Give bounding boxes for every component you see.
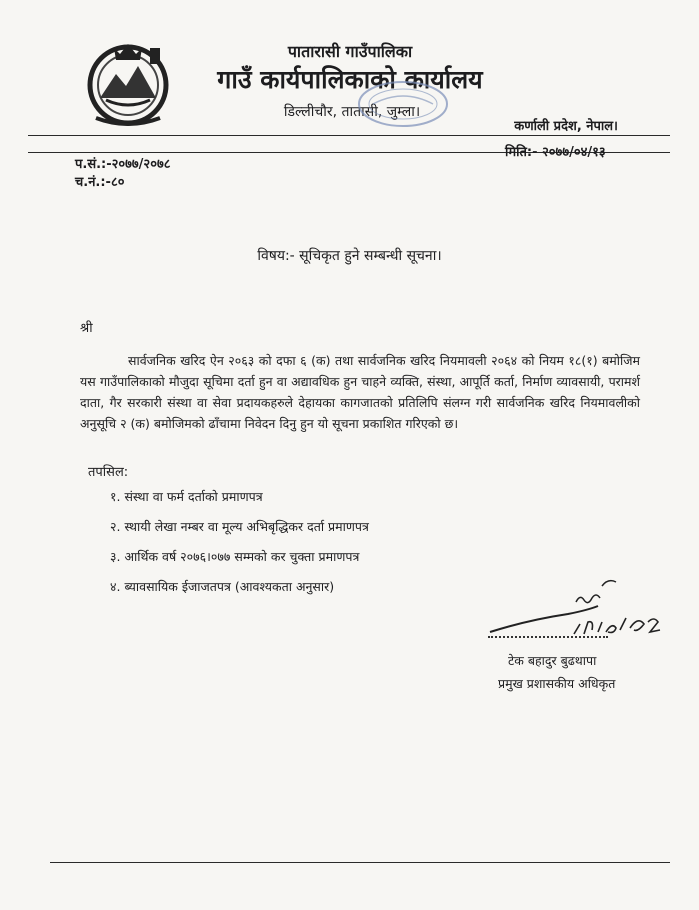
handwritten-signature-icon [488,576,668,640]
signatory-designation: प्रमुख प्रशासकीय अधिकृत [498,676,616,691]
province-line: कर्णाली प्रदेश, नेपाल। [514,119,618,134]
office-address: डिल्लीचौर, तातासी, जुम्ला। [283,104,421,120]
dispatch-number: च.नं.:-८० [75,175,125,190]
nepal-emblem-icon [80,40,176,126]
office-stamp-icon [355,78,451,130]
list-item: १. संस्था वा फर्म दर्ताको प्रमाणपत्र [110,489,263,504]
details-list [110,488,369,608]
letter-number: प.सं.:-२०७७/२०७८ [75,157,171,172]
municipality-name: पातारासी गाउँपालिका [287,42,413,61]
list-item: ३. आर्थिक वर्ष २०७६।०७७ सम्मको कर चुक्ता प्रमाणपत्र [110,549,360,564]
office-title: गाउँ कार्यपालिकाको कार्यालय [217,65,483,94]
body-paragraph: सार्वजनिक खरिद ऐन २०६३ को दफा ६ (क) तथा सार्वजनिक खरिद नियमावली २०६४ को नियम १८(१) बमोजिम यस गाउँपालिकाको मौजुदा सूचिमा दर्ता हुन वा अद्यावधिक हुन चाहने व्यक्ति, संस्था, आपूर्ति कर्ता, निर्माण व्यावसायी, परामर्श दाता, गैर सरकारी संस्था वा सेवा प्रदायकहरुले देहायका कागजातको प्रतिलिपि संलग्न गरी सार्वजनिक खरिद नियमावलीको अनुसूचि २ (क) बमोजिमको ढाँचामा निवेदन दिनु हुन यो सूचना प्रकाशित गरिएको छ। [80,353,640,431]
header-divider [28,135,670,136]
subject-line: विषय:- सूचिकृत हुने सम्बन्धी सूचना। [257,248,442,264]
signatory-name: टेक बहादुर बुढथापा [508,653,597,668]
details-title: तपसिल: [88,465,129,480]
list-item: २. स्थायी लेखा नम्बर वा मूल्य अभिबृद्धिकर दर्ता प्रमाणपत्र [110,519,369,534]
footer-divider [50,862,670,863]
salutation: श्री [80,321,93,336]
letter-date: मिति:- २०७७/०४/१३ [505,145,606,160]
list-item: ४. ब्यावसायिक ईजाजतपत्र (आवश्यकता अनुसार) [110,579,335,594]
signature-line [488,636,608,638]
